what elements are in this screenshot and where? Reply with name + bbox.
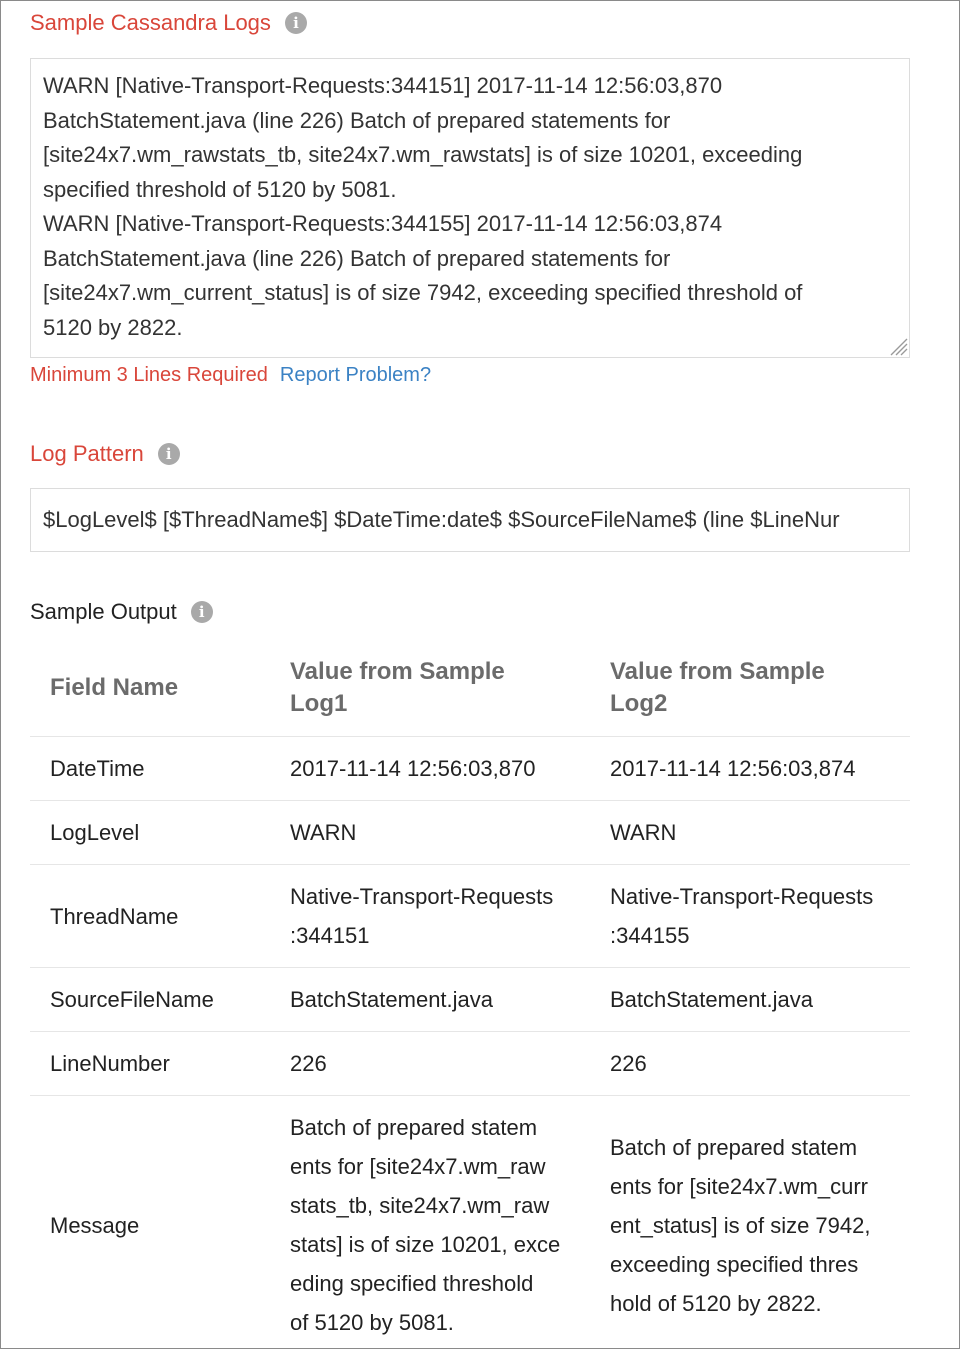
report-problem-link[interactable]: Report Problem? xyxy=(279,364,432,386)
table-row xyxy=(30,865,910,968)
min-lines-required-text: Minimum 3 Lines Required xyxy=(30,364,268,386)
value-log1-cell xyxy=(270,801,590,865)
value-log2-cell-line: Native-Transport-Requests xyxy=(610,884,874,909)
value-log1-cell xyxy=(270,737,590,801)
table-row xyxy=(30,1032,910,1096)
sample-output-title: Sample Output xyxy=(30,599,177,624)
logs-hints xyxy=(30,364,431,387)
table-header-row xyxy=(30,640,910,737)
field-name-cell: ThreadName xyxy=(30,865,270,968)
value-log1-cell xyxy=(270,1096,590,1349)
field-name-cell: Message xyxy=(50,1212,140,1238)
sample-output-table xyxy=(30,640,910,1349)
value-log2-cell-line: :344155 xyxy=(610,923,690,948)
value-log1-cell-line: ents for [site24x7.wm_raw xyxy=(290,1154,546,1179)
sample-logs-textarea[interactable] xyxy=(30,58,910,358)
value-log1-cell-line: stats] is of size 10201, exce xyxy=(290,1232,561,1257)
log-line: specified threshold of 5120 by 5081. xyxy=(43,176,397,202)
value-log2-cell-line: BatchStatement.java xyxy=(610,987,814,1012)
value-log2-cell xyxy=(590,865,910,968)
log-lines xyxy=(43,69,897,345)
table-row xyxy=(30,737,910,801)
field-name-cell: SourceFileName xyxy=(30,968,270,1032)
info-icon[interactable]: i xyxy=(285,12,307,34)
header-field-name: Field Name xyxy=(30,640,270,737)
value-log1-cell-line: eding specified threshold xyxy=(290,1271,534,1296)
value-log2-cell-line: exceeding specified thres xyxy=(610,1251,859,1277)
value-log2-cell xyxy=(590,1032,910,1096)
value-log1-cell-line: 226 xyxy=(290,1051,327,1076)
value-log1-cell-line: stats_tb, site24x7.wm_raw xyxy=(290,1193,550,1218)
table-row xyxy=(30,801,910,865)
value-log1-cell-line: :344151 xyxy=(290,923,370,948)
log-line: 5120 by 2822. xyxy=(43,314,183,340)
log-pattern-value: $LogLevel$ [$ThreadName$] $DateTime:date$ $SourceFileName$ (line $LineNur xyxy=(43,507,840,532)
value-log2-cell xyxy=(590,737,910,801)
value-log2-cell-line: 226 xyxy=(610,1051,647,1076)
table-row xyxy=(30,968,910,1032)
value-log1-cell xyxy=(270,865,590,968)
value-log2-cell-line: 2017-11-14 12:56:03,874 xyxy=(610,756,856,781)
table-row xyxy=(30,1096,910,1349)
value-log2-cell-line: Batch of prepared statem xyxy=(610,1134,858,1160)
log-pattern-input[interactable] xyxy=(30,488,910,552)
log-line: [site24x7.wm_current_status] is of size 7942, exceeding specified threshold of xyxy=(43,280,803,305)
value-log2-cell-line: ents for [site24x7.wm_curr xyxy=(610,1173,868,1199)
log-line: [site24x7.wm_rawstats_tb, site24x7.wm_rawstats] is of size 10201, exceeding xyxy=(43,142,803,167)
sample-logs-heading xyxy=(30,10,307,36)
value-log2-cell-line: hold of 5120 by 2822. xyxy=(610,1290,822,1316)
value-log1-cell xyxy=(270,968,590,1032)
log-line: BatchStatement.java (line 226) Batch of prepared statements for xyxy=(43,245,671,271)
info-icon[interactable]: i xyxy=(158,443,180,465)
log-line: WARN [Native-Transport-Requests:344155] 2017-11-14 12:56:03,874 xyxy=(43,211,723,236)
header-value-log1: Value from Sample Log1 xyxy=(270,640,590,737)
value-log2-cell xyxy=(590,1096,910,1349)
value-log1-cell-line: Batch of prepared statem xyxy=(290,1115,538,1140)
log-line: WARN [Native-Transport-Requests:344151] 2017-11-14 12:56:03,870 xyxy=(43,73,723,98)
field-name-cell: LogLevel xyxy=(30,801,270,865)
field-name-cell: DateTime xyxy=(30,737,270,801)
value-log2-cell xyxy=(590,968,910,1032)
value-log1-cell xyxy=(270,1032,590,1096)
value-log1-cell-line: Native-Transport-Requests xyxy=(290,884,554,909)
resize-handle-icon[interactable] xyxy=(886,334,908,356)
value-log1-cell-line: BatchStatement.java xyxy=(290,987,494,1012)
info-icon[interactable]: i xyxy=(191,601,213,623)
value-log1-cell-line: of 5120 by 5081. xyxy=(290,1310,454,1335)
value-log2-cell xyxy=(590,801,910,865)
log-pattern-title: Log Pattern xyxy=(30,441,144,466)
log-pattern-heading xyxy=(30,441,180,467)
field-name-cell: LineNumber xyxy=(30,1032,270,1096)
value-log2-cell-line: ent_status] is of size 7942, xyxy=(610,1212,871,1238)
header-value-log2: Value from Sample Log2 xyxy=(590,640,910,737)
table-body xyxy=(30,737,910,1349)
value-log1-cell-line: WARN xyxy=(290,820,357,845)
sample-output-heading xyxy=(30,599,213,625)
log-line: BatchStatement.java (line 226) Batch of prepared statements for xyxy=(43,107,671,133)
value-log1-cell-line: 2017-11-14 12:56:03,870 xyxy=(290,756,536,781)
value-log2-cell-line: WARN xyxy=(610,820,677,845)
sample-logs-title: Sample Cassandra Logs xyxy=(30,10,271,35)
